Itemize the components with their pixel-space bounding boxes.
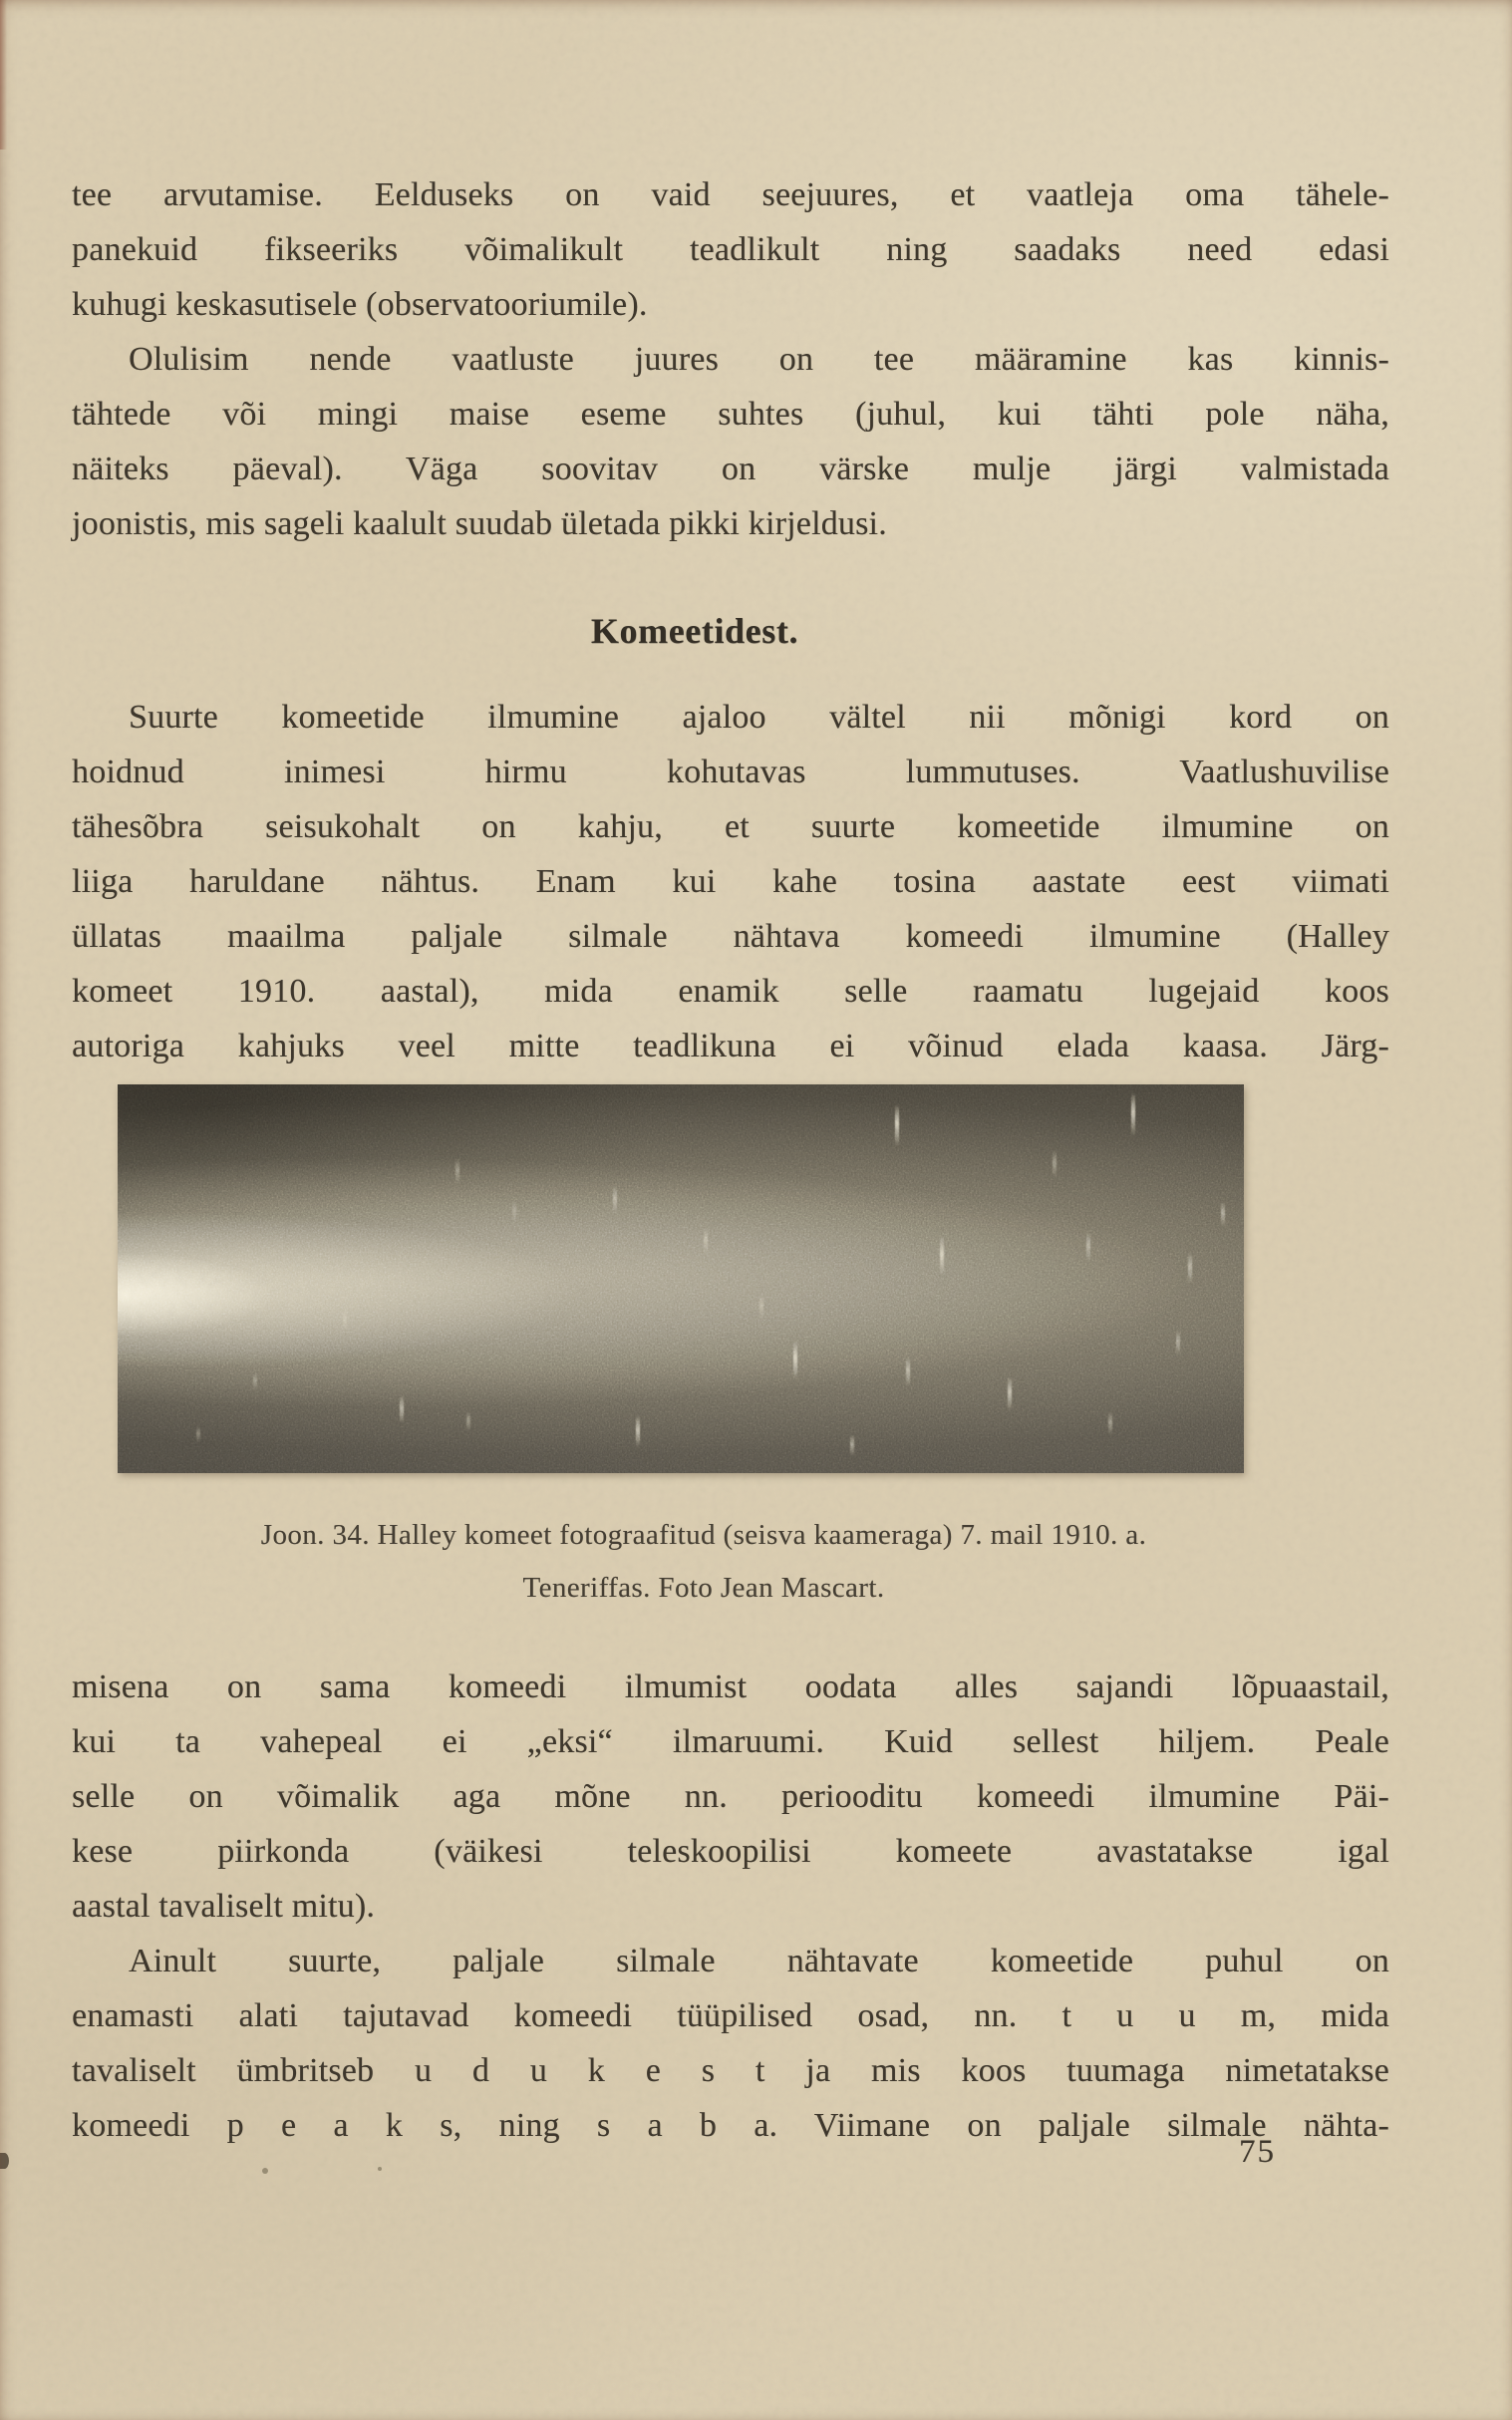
text-line: aastal tavaliselt mitu). [72,1888,376,1925]
text-line: enamasti alati tajutavad komeedi tüüpilised osad, nn. t u u m, mida [72,1997,1389,2034]
star-trail [613,1185,617,1215]
star-trail [196,1426,200,1442]
text-line: Suurte komeetide ilmumine ajaloo vältel nii mõnigi kord on [129,699,1389,736]
star-trail [1176,1330,1180,1356]
star-trail [1131,1092,1135,1136]
text-line: hoidnud inimesi hirmu kohutavas lummutuses. Vaatlushuvilise [72,754,1389,790]
text-line: selle on võimalik aga mõne nn. periooditu komeedi ilmumine Päi- [72,1778,1389,1815]
text-line: komeedi p e a k s, ning s a b a. Viimane on paljale silmale nähta- [72,2107,1389,2144]
scan-speck [378,2167,382,2171]
star-trail [940,1236,944,1276]
scan-speck [262,2168,268,2174]
star-trail [1188,1252,1192,1284]
section-heading: Komeetidest. [590,611,799,651]
star-trail [759,1295,763,1319]
comet-photo-figure [118,1084,1244,1473]
star-trail [850,1434,854,1456]
text-line: Olulisim nende vaatluste juures on tee määramine kas kinnis- [129,341,1389,378]
star-trail [793,1341,797,1378]
text-line: kese piirkonda (väikesi teleskoopilisi komeete avastatakse igal [72,1833,1389,1870]
star-trail [343,1310,347,1330]
star-trail [895,1104,899,1146]
text-line: komeet 1910. aastal), mida enamik selle raamatu lugejaid koos [72,973,1389,1010]
text-line: kuhugi keskasutisele (observatooriumile). [72,286,648,323]
text-line: misena on sama komeedi ilmumist oodata alles sajandi lõpuaastail, [72,1668,1389,1705]
text-line: üllatas maailma paljale silmale nähtava komeedi ilmumine (Halley [72,918,1389,955]
text-line: tavaliselt ümbritseb u d u k e s t ja mis koos tuumaga nimetatakse [72,2052,1389,2089]
comet-photo [118,1084,1244,1473]
scan-speck [0,2153,9,2169]
star-trail [512,1201,516,1223]
figure-caption [66,1509,1342,1615]
film-grain-texture [118,1084,1244,1473]
text-line: panekuid fikseeriks võimalikult teadlikult ning saadaks need edasi [72,231,1389,268]
star-trail [1053,1150,1057,1178]
scan-edge-artifact [0,0,7,150]
text-line: näiteks päeval). Väga soovitav on värske mulje järgi valmistada [72,451,1389,487]
text-line: tee arvutamise. Eelduseks on vaid seejuures, et vaatleja oma tähele- [72,176,1389,213]
star-trail [906,1357,910,1386]
figure-caption-line1: Joon. 34. Halley komeet fotograafitud (seisva kaameraga) 7. mail 1910. a. [260,1519,1147,1551]
text-line: joonistis, mis sageli kaalult suudab ületada pikki kirjeldusi. [72,505,887,542]
star-trail [455,1158,459,1184]
star-trail [1086,1232,1090,1262]
star-trail [400,1395,404,1423]
text-line: kui ta vahepeal ei „eksi“ ilmaruumi. Kuid sellest hiljem. Peale [72,1723,1389,1760]
figure-caption-line2: Teneriffas. Foto Jean Mascart. [522,1572,885,1604]
star-trail [466,1411,470,1431]
star-trail [253,1372,257,1390]
star-trail [1221,1201,1225,1227]
text-line: autoriga kahjuks veel mitte teadlikuna ei võinud elada kaasa. Järg- [72,1028,1389,1064]
text-line: tähtede või mingi maise eseme suhtes (juhul, kui tähti pole näha, [72,396,1389,433]
star-trail [1108,1411,1112,1435]
body-text-top [72,167,1389,551]
body-text-section [72,690,1389,1073]
page-number: 75 [1239,2134,1276,2170]
text-line: liiga haruldane nähtus. Enam kui kahe tosina aastate eest viimati [72,863,1389,900]
star-trail [704,1228,708,1254]
text-line: tähesõbra seisukohalt on kahju, et suurte komeetide ilmumine on [72,808,1389,845]
star-trail [636,1415,640,1447]
body-text-bottom [72,1660,1389,2153]
text-line: Ainult suurte, paljale silmale nähtavate komeetide puhul on [129,1943,1389,1979]
star-trail [1008,1376,1012,1410]
